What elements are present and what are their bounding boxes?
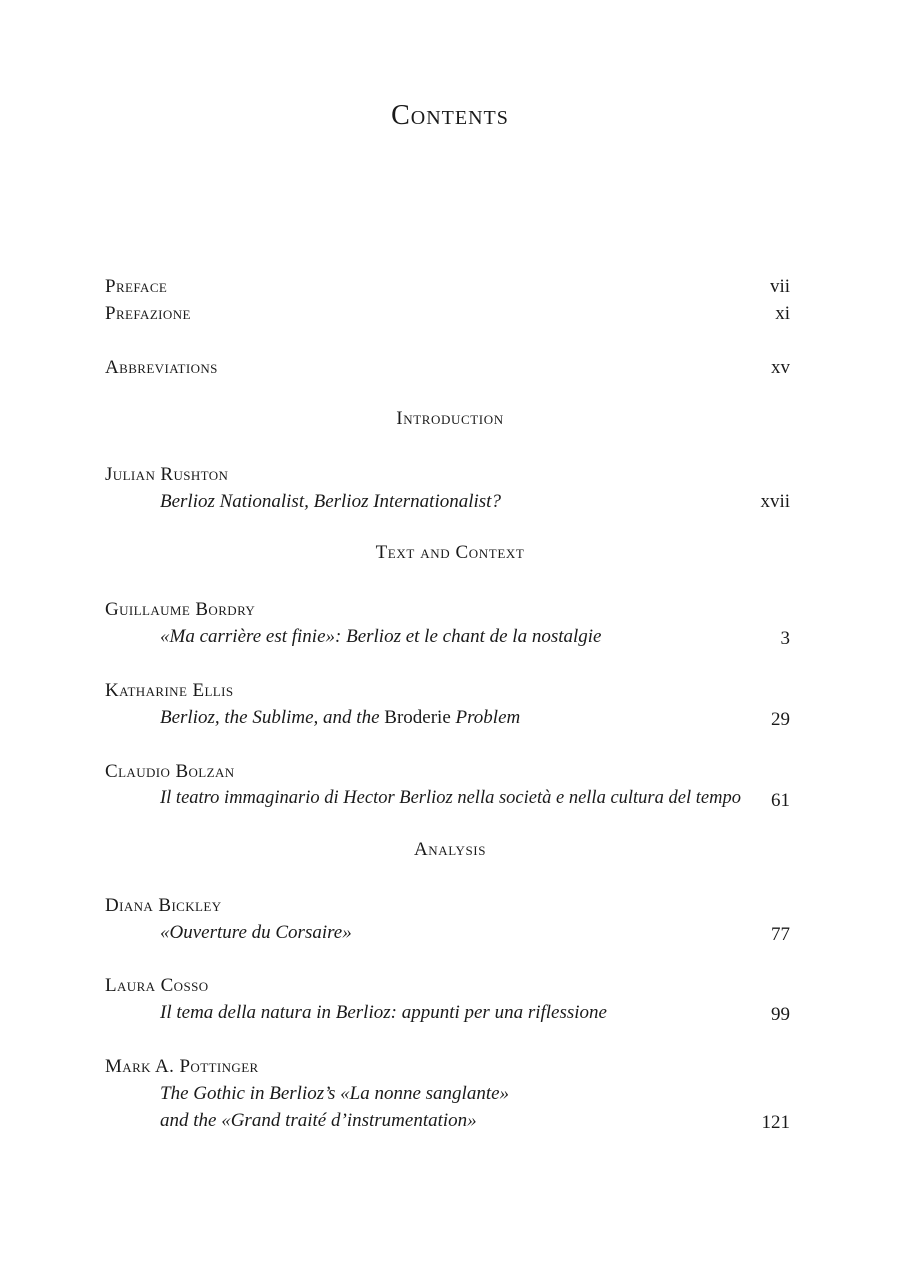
entry-title: Berlioz Nationalist, Berlioz Internationalist? [160,491,501,512]
toc-entry-abbreviations[interactable] [105,354,790,381]
entry-label: Preface [105,276,168,297]
entry-author: Diana Bickley [105,895,222,916]
entry-title [160,704,520,731]
entry-author: Guillaume Bordry [105,599,256,620]
page-number: xvii [760,491,790,512]
entry-title-part: Berlioz, the Sublime, and the [160,707,380,728]
entry-title: Il teatro immaginario di Hector Berlioz nella società e nella cultura del tempo [160,788,741,808]
toc-entry-pottinger[interactable] [105,1053,790,1137]
toc-entry-prefazione[interactable] [105,300,790,327]
page-number: 61 [771,790,790,811]
toc-entry-bordry[interactable] [105,596,790,652]
entry-title-line-2: and the «Grand traité d’instrumentation» [160,1110,477,1131]
toc-entry-cosso[interactable] [105,972,790,1028]
entry-title: Il tema della natura in Berlioz: appunti per una riflessione [160,1002,607,1023]
entry-title-line-1: The Gothic in Berlioz’s «La nonne sanglante» [160,1083,510,1104]
toc-entry-rushton[interactable] [105,461,790,517]
toc-entry-preface[interactable] [105,273,790,300]
entry-label: Prefazione [105,303,191,324]
entry-author: Julian Rushton [105,464,229,485]
toc-entry-bolzan[interactable] [105,758,790,814]
page-number: xi [775,303,790,324]
page-number: xv [771,357,790,378]
toc-entry-ellis[interactable] [105,677,790,733]
section-heading-text-and-context: Text and Context [375,542,525,563]
page-number: vii [769,276,790,297]
entry-title: «Ouverture du Corsaire» [160,922,352,943]
entry-title-part: Broderie [384,707,451,728]
entry-author: Mark A. Pottinger [105,1056,259,1077]
page-number: 99 [771,1004,790,1025]
section-heading-introduction: Introduction [396,408,504,429]
toc-entry-bickley[interactable] [105,892,790,948]
section-heading-analysis: Analysis [413,839,487,860]
page-number: 121 [761,1112,790,1133]
entry-author: Claudio Bolzan [105,761,235,782]
page-title: Contents [391,100,509,131]
entry-author: Katharine Ellis [105,680,234,701]
entry-author: Laura Cosso [105,975,209,996]
entry-title-part: Problem [455,707,521,728]
page-number: 77 [771,924,790,945]
entry-title: «Ma carrière est finie»: Berlioz et le chant de la nostalgie [160,626,602,647]
page-number: 29 [771,709,790,730]
page-number: 3 [780,628,790,649]
entry-label: Abbreviations [105,357,218,378]
